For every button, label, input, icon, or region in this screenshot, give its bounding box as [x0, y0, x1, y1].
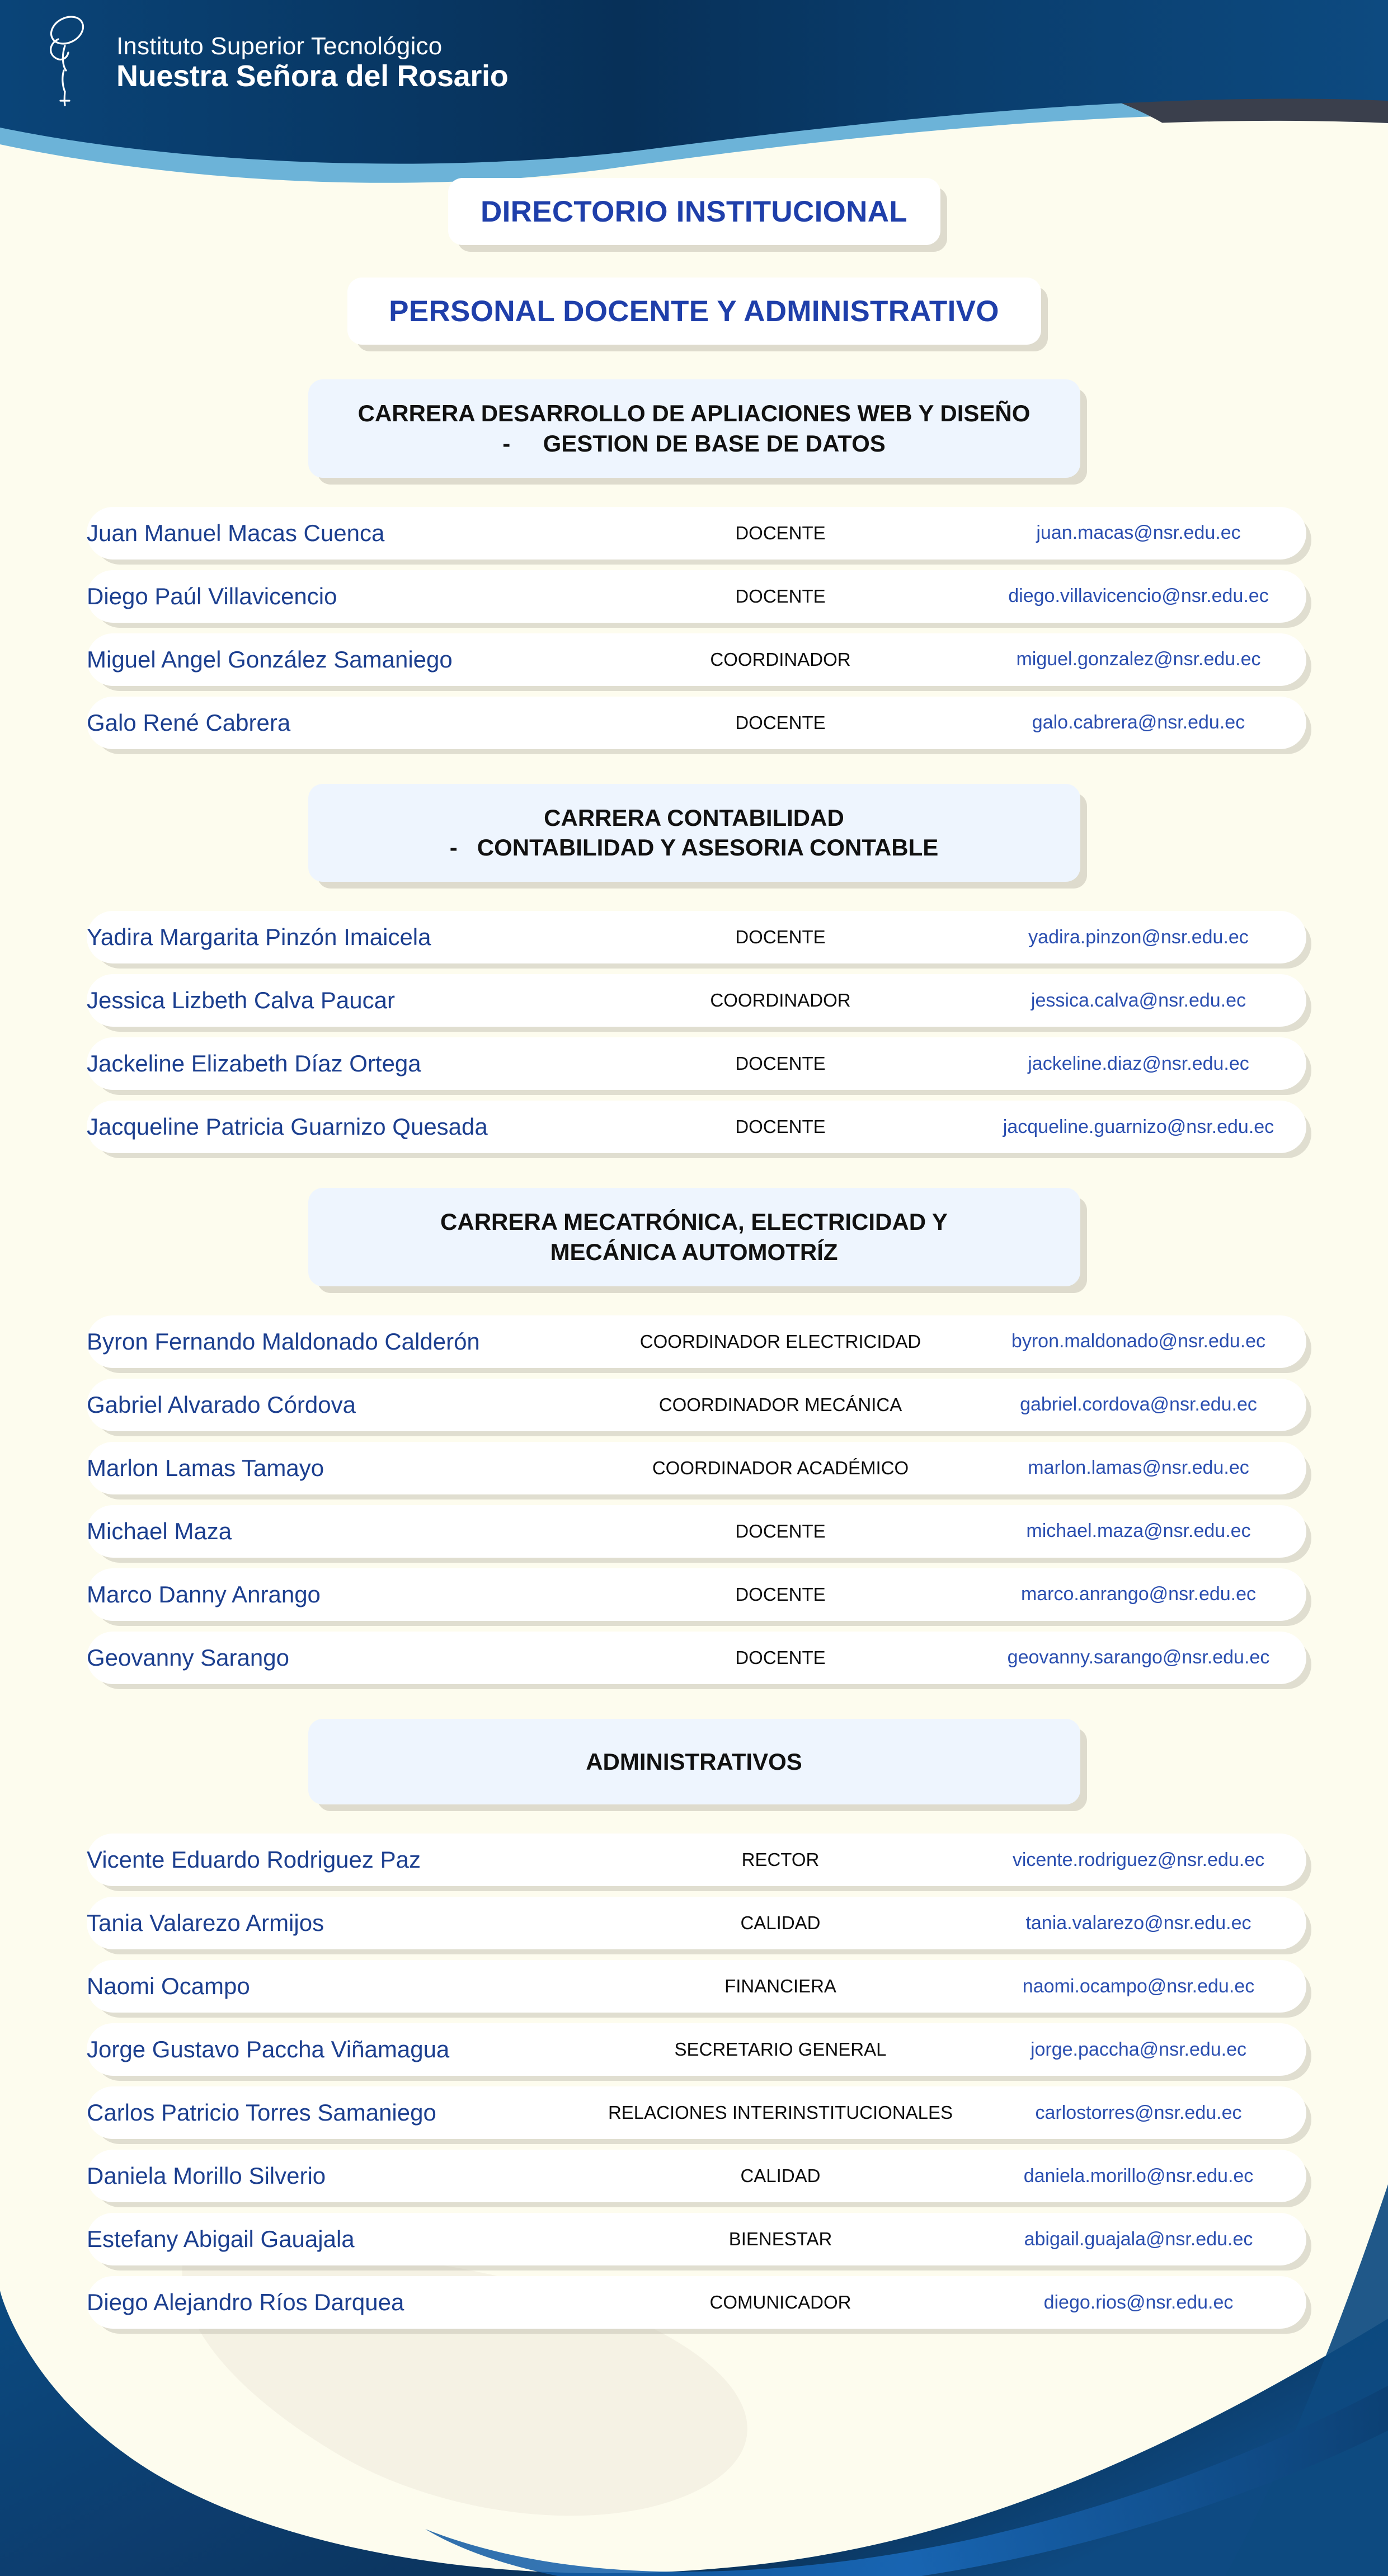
- person-email[interactable]: naomi.ocampo@nsr.edu.ec: [1022, 1975, 1255, 1997]
- person-name: Marlon Lamas Tamayo: [87, 1454, 324, 1481]
- person-email[interactable]: daniela.morillo@nsr.edu.ec: [1023, 2165, 1254, 2187]
- person-role: DOCENTE: [735, 585, 826, 607]
- table-row[interactable]: [87, 2023, 1306, 2076]
- section-contabilidad: [0, 784, 1388, 1154]
- person-name: Miguel Angel González Samaniego: [87, 646, 453, 673]
- section-header-administrativos: [308, 1719, 1080, 1805]
- person-email[interactable]: byron.maldonado@nsr.edu.ec: [1011, 1331, 1266, 1352]
- rows-desarrollo-web: [0, 507, 1388, 749]
- section-header-line: - GESTION DE BASE DE DATOS: [502, 430, 886, 457]
- person-email[interactable]: tania.valarezo@nsr.edu.ec: [1025, 1912, 1251, 1934]
- institution-name-line2: Nuestra Señora del Rosario: [116, 59, 509, 93]
- table-row[interactable]: [87, 1315, 1306, 1368]
- page-subtitle: PERSONAL DOCENTE Y ADMINISTRATIVO: [347, 278, 1041, 345]
- table-row[interactable]: [87, 1568, 1306, 1621]
- person-role: RECTOR: [741, 1849, 820, 1870]
- rows-administrativos: [0, 1834, 1388, 2329]
- person-role: FINANCIERA: [724, 1976, 836, 1997]
- person-role: CALIDAD: [740, 1912, 821, 1934]
- person-role: COORDINADOR ACADÉMICO: [652, 1457, 909, 1478]
- section-header-desarrollo-web: [308, 379, 1080, 478]
- person-name: Galo René Cabrera: [87, 709, 291, 736]
- person-role: DOCENTE: [735, 712, 826, 733]
- table-row[interactable]: [87, 974, 1306, 1027]
- person-role: DOCENTE: [735, 927, 826, 947]
- person-role: COORDINADOR MECÁNICA: [658, 1394, 902, 1415]
- person-role: COORDINADOR: [710, 648, 851, 670]
- institution-logo: [39, 12, 508, 113]
- section-header-line: CARRERA DESARROLLO DE APLIACIONES WEB Y DISEÑO: [357, 400, 1031, 426]
- table-row[interactable]: [87, 633, 1306, 686]
- person-name: Yadira Margarita Pinzón Imaicela: [87, 924, 431, 950]
- person-email[interactable]: abigail.guajala@nsr.edu.ec: [1024, 2228, 1253, 2250]
- person-role: SECRETARIO GENERAL: [674, 2039, 887, 2060]
- table-row[interactable]: [87, 507, 1306, 560]
- rosary-monstrance-icon: [39, 12, 106, 113]
- table-row[interactable]: [87, 1379, 1306, 1431]
- section-header-line: ADMINISTRATIVOS: [586, 1748, 802, 1775]
- person-role: DOCENTE: [735, 522, 826, 543]
- person-name: Daniela Morillo Silverio: [87, 2163, 326, 2189]
- person-email[interactable]: juan.macas@nsr.edu.ec: [1036, 522, 1241, 543]
- person-email[interactable]: marco.anrango@nsr.edu.ec: [1020, 1583, 1257, 1605]
- person-name: Gabriel Alvarado Córdova: [87, 1391, 356, 1418]
- person-role: BIENESTAR: [728, 2229, 832, 2250]
- table-row[interactable]: [87, 1960, 1306, 2013]
- section-header-line: CARRERA MECATRÓNICA, ELECTRICIDAD Y: [440, 1209, 948, 1235]
- table-row[interactable]: [87, 1897, 1306, 1949]
- table-row[interactable]: [87, 697, 1306, 749]
- person-email[interactable]: marlon.lamas@nsr.edu.ec: [1028, 1457, 1249, 1478]
- table-row[interactable]: [87, 1442, 1306, 1494]
- table-row[interactable]: [87, 1037, 1306, 1090]
- table-row[interactable]: [87, 1632, 1306, 1684]
- person-name: Tania Valarezo Armijos: [87, 1910, 324, 1936]
- person-email[interactable]: vicente.rodriguez@nsr.edu.ec: [1012, 1849, 1265, 1870]
- person-name: Diego Paúl Villavicencio: [87, 582, 337, 609]
- person-email[interactable]: galo.cabrera@nsr.edu.ec: [1032, 712, 1245, 733]
- person-name: Jackeline Elizabeth Díaz Ortega: [87, 1050, 421, 1077]
- person-name: Diego Alejandro Ríos Darquea: [87, 2289, 404, 2316]
- person-email[interactable]: diego.villavicencio@nsr.edu.ec: [1008, 585, 1269, 607]
- section-header-line: MECÁNICA AUTOMOTRÍZ: [550, 1238, 838, 1265]
- section-mecatronica: [0, 1188, 1388, 1684]
- person-email[interactable]: michael.maza@nsr.edu.ec: [1026, 1520, 1251, 1541]
- person-name: Jessica Lizbeth Calva Paucar: [87, 987, 395, 1013]
- person-name: Juan Manuel Macas Cuenca: [87, 519, 385, 546]
- rows-contabilidad: [0, 911, 1388, 1153]
- table-row[interactable]: [87, 2276, 1306, 2329]
- person-email[interactable]: carlostorres@nsr.edu.ec: [1035, 2102, 1242, 2123]
- table-row[interactable]: [87, 1505, 1306, 1558]
- person-role: COMUNICADOR: [709, 2292, 851, 2313]
- person-email[interactable]: jacqueline.guarnizo@nsr.edu.ec: [1003, 1116, 1274, 1137]
- person-role: CALIDAD: [740, 2165, 821, 2187]
- table-row[interactable]: [87, 2213, 1306, 2265]
- sections-container: [0, 379, 1388, 2329]
- person-role: DOCENTE: [735, 1520, 826, 1541]
- person-email[interactable]: jorge.paccha@nsr.edu.ec: [1030, 2038, 1247, 2060]
- person-email[interactable]: diego.rios@nsr.edu.ec: [1043, 2291, 1234, 2313]
- section-header-line: CARRERA CONTABILIDAD: [544, 804, 844, 831]
- table-row[interactable]: [87, 1834, 1306, 1886]
- person-email[interactable]: yadira.pinzon@nsr.edu.ec: [1028, 926, 1249, 948]
- table-row[interactable]: [87, 1101, 1306, 1153]
- person-role: COORDINADOR ELECTRICIDAD: [639, 1331, 921, 1352]
- section-administrativos: [0, 1719, 1388, 2329]
- person-name: Naomi Ocampo: [87, 1973, 250, 2000]
- person-name: Marco Danny Anrango: [87, 1581, 321, 1607]
- table-row[interactable]: [87, 2086, 1306, 2139]
- table-row[interactable]: [87, 2150, 1306, 2202]
- person-role: COORDINADOR: [710, 990, 851, 1010]
- person-email[interactable]: jessica.calva@nsr.edu.ec: [1031, 989, 1246, 1011]
- person-role: RELACIONES INTERINSTITUCIONALES: [608, 2102, 953, 2123]
- rows-mecatronica: [0, 1315, 1388, 1684]
- person-email[interactable]: jackeline.diaz@nsr.edu.ec: [1028, 1052, 1249, 1074]
- section-header-contabilidad: [308, 784, 1080, 882]
- person-name: Byron Fernando Maldonado Calderón: [87, 1328, 480, 1355]
- section-header-mecatronica: [308, 1188, 1080, 1286]
- person-role: DOCENTE: [735, 1053, 826, 1074]
- person-role: DOCENTE: [735, 1583, 826, 1605]
- person-name: Estefany Abigail Gauajala: [87, 2226, 355, 2253]
- institution-name-line1: Instituto Superior Tecnológico: [116, 32, 443, 60]
- person-name: Geovanny Sarango: [87, 1644, 289, 1671]
- person-name: Vicente Eduardo Rodriguez Paz: [87, 1846, 421, 1873]
- person-name: Jorge Gustavo Paccha Viñamagua: [87, 2036, 450, 2063]
- person-name: Michael Maza: [87, 1517, 232, 1544]
- person-role: DOCENTE: [735, 1647, 826, 1668]
- table-row[interactable]: [87, 911, 1306, 963]
- person-name: Carlos Patricio Torres Samaniego: [87, 2099, 436, 2126]
- section-header-line: - CONTABILIDAD Y ASESORIA CONTABLE: [449, 834, 939, 861]
- person-email[interactable]: geovanny.sarango@nsr.edu.ec: [1007, 1647, 1270, 1668]
- person-role: DOCENTE: [735, 1116, 826, 1137]
- page-title: DIRECTORIO INSTITUCIONAL: [448, 178, 940, 245]
- table-row[interactable]: [87, 570, 1306, 623]
- section-desarrollo-web: [0, 379, 1388, 749]
- person-email[interactable]: miguel.gonzalez@nsr.edu.ec: [1016, 648, 1261, 670]
- person-email[interactable]: gabriel.cordova@nsr.edu.ec: [1020, 1394, 1257, 1415]
- person-name: Jacqueline Patricia Guarnizo Quesada: [87, 1113, 488, 1140]
